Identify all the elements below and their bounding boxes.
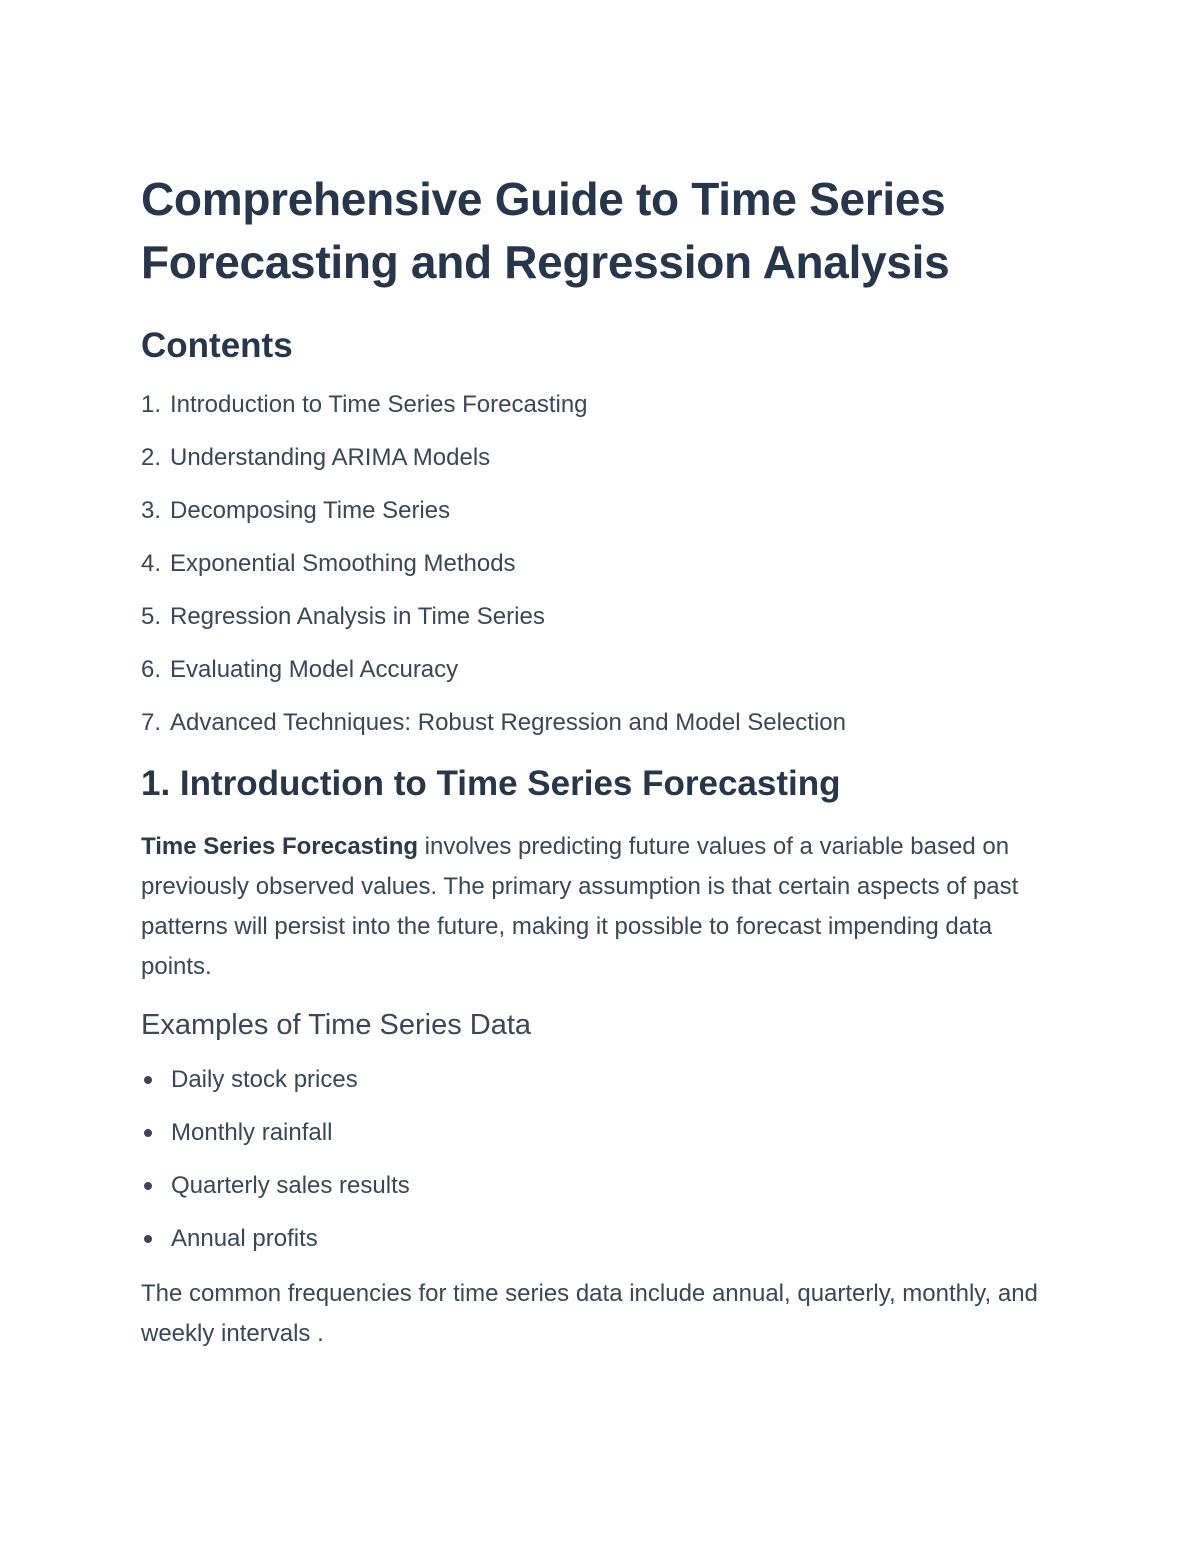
toc-item[interactable] xyxy=(141,390,1041,420)
list-item xyxy=(141,1171,1041,1201)
toc-item-number: 4. xyxy=(141,550,162,577)
toc-item-label: Evaluating Model Accuracy xyxy=(170,656,459,683)
toc-item-number: 2. xyxy=(141,444,162,471)
list-item xyxy=(141,1118,1041,1148)
bullet-icon xyxy=(144,1182,152,1190)
toc-item-number: 7. xyxy=(141,709,162,736)
toc-item-label: Decomposing Time Series xyxy=(170,497,451,524)
bullet-icon xyxy=(144,1235,152,1243)
examples-heading: Examples of Time Series Data xyxy=(141,1009,532,1041)
bullet-icon xyxy=(144,1076,152,1084)
toc-item-label: Introduction to Time Series Forecasting xyxy=(170,391,588,418)
toc-item[interactable] xyxy=(141,708,1041,738)
toc-item-number: 3. xyxy=(141,497,162,524)
intro-paragraph xyxy=(141,827,1041,987)
toc-item-label: Advanced Techniques: Robust Regression and Model Selection xyxy=(170,709,846,736)
toc-item-label: Exponential Smoothing Methods xyxy=(170,550,516,577)
examples-list xyxy=(141,1065,1041,1254)
frequency-paragraph: The common frequencies for time series data include annual, quarterly, monthly, and weekly intervals . xyxy=(141,1280,1038,1347)
contents-heading: Contents xyxy=(141,326,293,365)
toc-item[interactable] xyxy=(141,443,1041,473)
intro-text: involves predicting future values of a variable based on previously observed values. The primary assumption is that certain aspects of past patterns will persist into the future, making it possible to forecast impending data points. xyxy=(141,833,1019,980)
list-item-text: Annual profits xyxy=(171,1225,318,1252)
table-of-contents xyxy=(141,390,1041,738)
list-item-text: Monthly rainfall xyxy=(171,1119,333,1146)
toc-item-number: 1. xyxy=(141,391,162,418)
list-item xyxy=(141,1224,1041,1254)
list-item-text: Daily stock prices xyxy=(171,1066,358,1093)
toc-item[interactable] xyxy=(141,602,1041,632)
toc-item-number: 6. xyxy=(141,656,162,683)
list-item xyxy=(141,1065,1041,1095)
toc-item-number: 5. xyxy=(141,603,162,630)
toc-item-label: Understanding ARIMA Models xyxy=(170,444,491,471)
document-title: Comprehensive Guide to Time Series Forecasting and Regression Analysis xyxy=(141,173,950,288)
toc-item[interactable] xyxy=(141,496,1041,526)
toc-item-label: Regression Analysis in Time Series xyxy=(170,603,545,630)
toc-item[interactable] xyxy=(141,655,1041,685)
document-page xyxy=(141,168,1041,1354)
bullet-icon xyxy=(144,1129,152,1137)
toc-item[interactable] xyxy=(141,549,1041,579)
list-item-text: Quarterly sales results xyxy=(171,1172,410,1199)
intro-term: Time Series Forecasting xyxy=(141,833,419,860)
section-heading: 1. Introduction to Time Series Forecasting xyxy=(141,764,841,803)
